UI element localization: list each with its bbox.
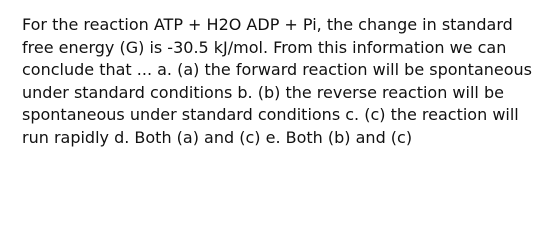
question-line: free energy (G) is -30.5 kJ/mol. From this information we can xyxy=(22,37,507,57)
question-line: spontaneous under standard conditions c. (c) the reaction will xyxy=(22,105,519,124)
question-line: conclude that ... a. (a) the forward reaction will be spontaneous xyxy=(22,60,532,79)
question-line: run rapidly d. Both (a) and (c) e. Both (b) and (c) xyxy=(22,127,413,147)
question-text xyxy=(22,14,544,149)
question-line: For the reaction ATP + H2O ADP + Pi, the change in standard xyxy=(22,15,513,34)
question-line: under standard conditions b. (b) the reverse reaction will be xyxy=(22,82,504,102)
